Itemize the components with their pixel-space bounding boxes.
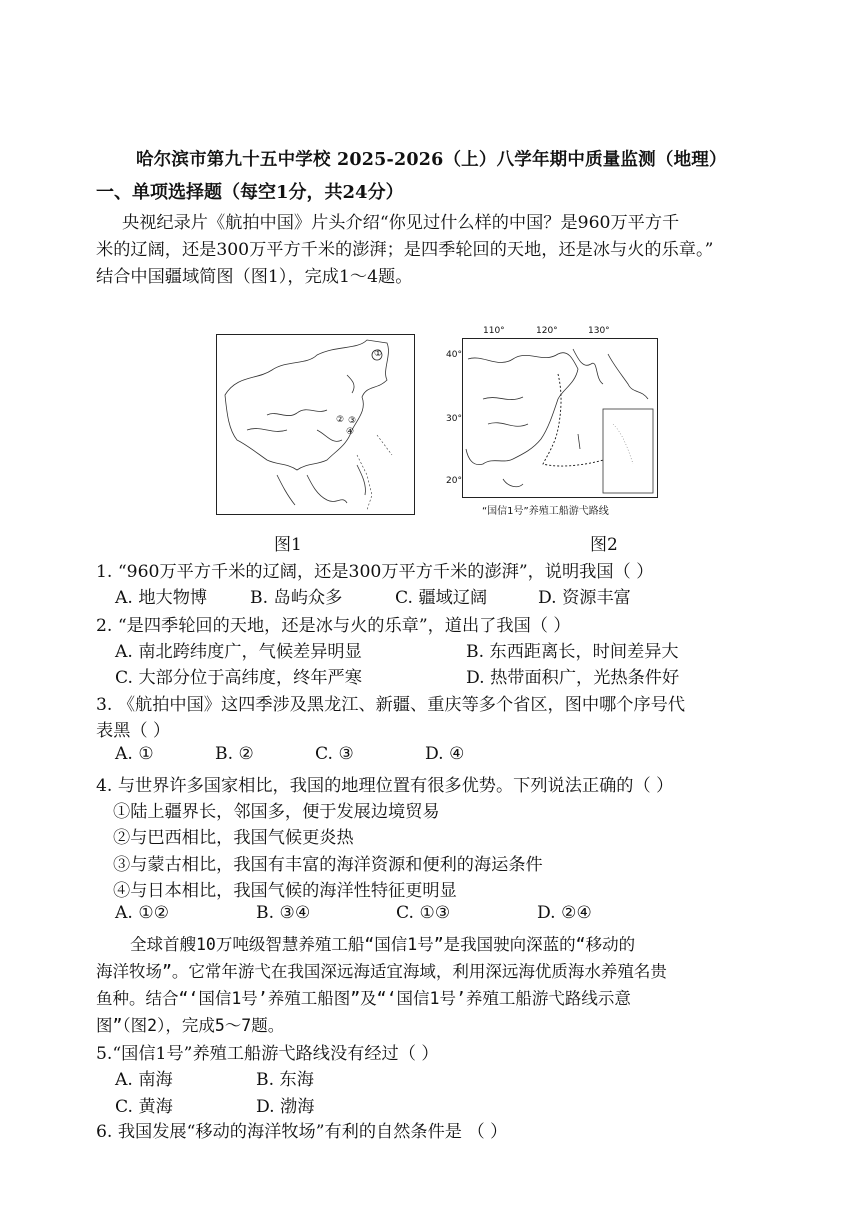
- q4-option-d: D. ②④: [537, 903, 592, 923]
- question-6-stem: 6. 我国发展“移动的海洋牧场”有利的自然条件是 （ ）: [96, 1122, 508, 1142]
- figure-1-caption: 图1: [274, 535, 302, 555]
- q4-statement-2: ②与巴西相比，我国气候更炎热: [113, 828, 354, 848]
- china-map-graphic: [217, 335, 414, 514]
- intro1-line: 央视纪录片《航拍中国》片头介绍“你见过什么样的中国？是960万平方千: [122, 213, 680, 233]
- question-2-stem: 2. “是四季轮回的天地，还是冰与火的乐章”，道出了我国（ ）: [96, 616, 571, 636]
- q1-option-c: C. 疆域辽阔: [395, 588, 488, 608]
- lat-label: 20°: [446, 476, 462, 486]
- q2-option-b: B. 东西距离长，时间差异大: [466, 642, 679, 662]
- intro2-line: 鱼种。结合“‘国信1号’养殖工船图”及“‘国信1号’养殖工船游弋路线示意: [96, 989, 631, 1008]
- q2-option-a: A. 南北跨纬度广，气候差异明显: [115, 642, 362, 662]
- intro1-line: 结合中国疆域简图（图1），完成1～4题。: [96, 267, 413, 287]
- map-mark-3: ③: [348, 416, 357, 426]
- q4-option-c: C. ①③: [396, 903, 451, 923]
- q3-option-c: C. ③: [315, 744, 354, 764]
- figure-2-caption: 图2: [590, 535, 618, 555]
- section-heading: 一、单项选择题（每空1分，共24分）: [96, 182, 404, 203]
- q4-option-a: A. ①②: [115, 903, 170, 923]
- q4-statement-3: ③与蒙古相比，我国有丰富的海洋资源和便利的海运条件: [113, 855, 543, 875]
- q4-option-b: B. ③④: [256, 903, 311, 923]
- route-map: [462, 338, 658, 498]
- lon-label: 110°: [483, 326, 505, 336]
- question-1-stem: 1. “960万平方千米的辽阔，还是300万平方千米的澎湃”，说明我国（ ）: [96, 562, 654, 582]
- q3-option-d: D. ④: [425, 744, 465, 764]
- q3-option-a: A. ①: [115, 744, 154, 764]
- q1-option-d: D. 资源丰富: [538, 588, 631, 608]
- q2-option-c: C. 大部分位于高纬度，终年严寒: [115, 668, 362, 688]
- lat-label: 30°: [446, 414, 462, 424]
- question-4-stem: 4. 与世界许多国家相比，我国的地理位置有很多优势。下列说法正确的（ ）: [96, 776, 674, 796]
- q5-option-c: C. 黄海: [115, 1097, 173, 1117]
- lon-label: 120°: [536, 326, 558, 336]
- map-mark-2: ②: [336, 415, 345, 425]
- figure-1-map: [216, 334, 415, 515]
- lat-label: 40°: [446, 350, 462, 360]
- map-mark-1: ①: [374, 349, 383, 359]
- map-mark-4: ④: [346, 427, 355, 437]
- figure-2-subcaption: “国信1号”养殖工船游弋路线: [482, 506, 609, 517]
- figure-2: [446, 326, 662, 516]
- question-5-stem: 5.“国信1号”养殖工船游弋路线没有经过（ ）: [96, 1044, 439, 1064]
- page-title: 哈尔滨市第九十五中学校 2025-2026（上）八学年期中质量监测（地理）: [136, 150, 727, 170]
- question-3-stem-cont: 表黑（ ）: [96, 721, 171, 741]
- intro2-line: 海洋牧场”。它常年游弋在我国深远海适宜海域，利用深远海优质海水养殖名贵: [96, 962, 667, 981]
- intro2-line: 图”（图2），完成5～7题。: [96, 1016, 285, 1035]
- lon-label: 130°: [588, 326, 610, 336]
- q1-option-b: B. 岛屿众多: [250, 588, 343, 608]
- q3-option-b: B. ②: [215, 744, 254, 764]
- q1-option-a: A. 地大物博: [115, 588, 208, 608]
- q2-option-d: D. 热带面积广，光热条件好: [466, 668, 680, 688]
- q4-statement-1: ①陆上疆界长，邻国多，便于发展边境贸易: [113, 802, 440, 822]
- intro1-line: 米的辽阔，还是300万平方千米的澎湃；是四季轮回的天地，还是冰与火的乐章。”: [96, 240, 714, 260]
- q4-statement-4: ④与日本相比，我国气候的海洋性特征更明显: [113, 881, 457, 901]
- question-3-stem: 3. 《航拍中国》这四季涉及黑龙江、新疆、重庆等多个省区，图中哪个序号代: [96, 695, 686, 715]
- q5-option-d: D. 渤海: [256, 1097, 315, 1117]
- route-map-graphic: [463, 339, 657, 497]
- q5-option-a: A. 南海: [115, 1070, 173, 1090]
- q5-option-b: B. 东海: [256, 1070, 314, 1090]
- intro2-line: 全球首艘10万吨级智慧养殖工船“国信1号”是我国驶向深蓝的“移动的: [130, 935, 636, 954]
